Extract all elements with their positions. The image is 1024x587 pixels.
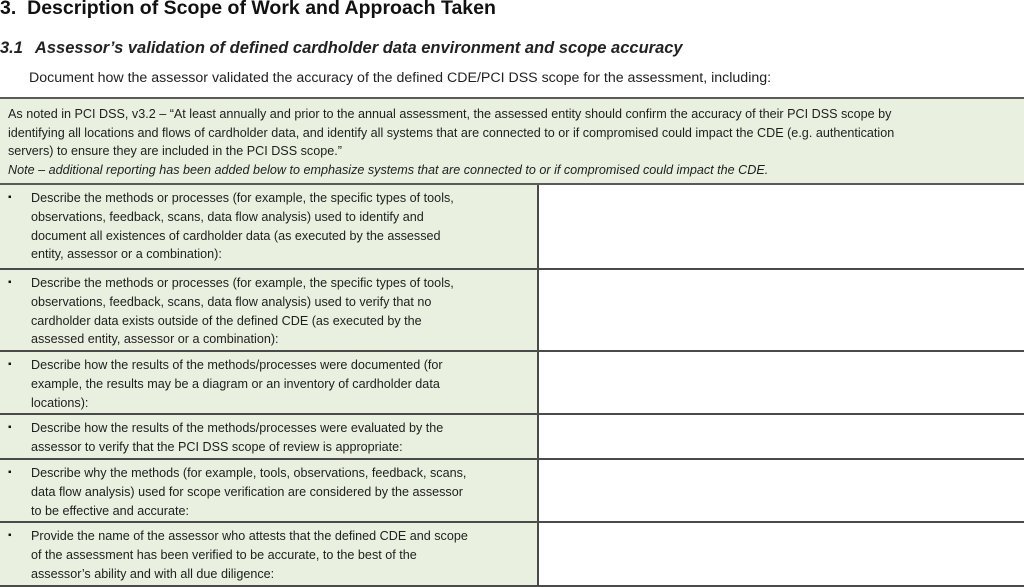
intro-note: Note – additional reporting has been added below to emphasize systems that are connected to or if compromised could impact the CDE. xyxy=(8,162,769,177)
question-line: Describe the methods or processes (for example, the specific types of tools, xyxy=(31,191,454,205)
question-text xyxy=(31,274,529,350)
question-line: example, the results may be a diagram or an inventory of cardholder data xyxy=(31,376,440,391)
table-row xyxy=(0,270,1024,352)
question-line: document all existences of cardholder data (as executed by the assessed xyxy=(31,228,441,243)
answer-cell[interactable] xyxy=(539,352,1024,413)
bullet-icon: ▪ xyxy=(8,467,12,478)
question-cell xyxy=(0,460,539,521)
lead-instruction: Document how the assessor validated the accuracy of the defined CDE/PCI DSS scope for the assessment, including: xyxy=(29,70,772,86)
table-row xyxy=(0,460,1024,523)
section-heading xyxy=(0,0,496,20)
question-line: assessor’s ability and with all due diligence: xyxy=(31,566,275,581)
section-number: 3. xyxy=(0,0,17,19)
answer-cell[interactable] xyxy=(539,185,1024,268)
question-text xyxy=(31,464,529,521)
question-text xyxy=(31,356,529,413)
question-line: of the assessment has been verified to be accurate, to the best of the xyxy=(31,547,417,562)
answer-cell[interactable] xyxy=(539,270,1024,350)
question-line: Describe how the results of the methods/processes were documented (for xyxy=(31,358,443,372)
bullet-icon: ▪ xyxy=(8,277,12,288)
table-row xyxy=(0,185,1024,270)
question-line: observations, feedback, scans, data flow analysis) used to verify that no xyxy=(31,294,432,309)
question-line: locations): xyxy=(31,395,89,410)
answer-cell[interactable] xyxy=(539,460,1024,521)
question-cell xyxy=(0,270,539,350)
bullet-icon: ▪ xyxy=(8,192,12,203)
question-cell xyxy=(0,352,539,413)
question-text xyxy=(31,419,529,458)
question-line: assessor to verify that the PCI DSS scope of review is appropriate: xyxy=(31,439,403,454)
question-line: observations, feedback, scans, data flow analysis) used to identify and xyxy=(31,209,424,224)
bullet-icon: ▪ xyxy=(8,530,12,541)
bullet-icon: ▪ xyxy=(8,359,12,370)
question-line: Provide the name of the assessor who attests that the defined CDE and scope xyxy=(31,529,468,543)
question-line: entity, assessor or a combination): xyxy=(31,247,222,262)
table-row xyxy=(0,415,1024,460)
subsection-heading xyxy=(0,39,683,58)
intro-quote-line: identifying all locations and flows of cardholder data, and identify all systems that are connected to or if compromised could impact the CDE (e.g. authentication xyxy=(8,125,895,140)
question-line: Describe why the methods (for example, tools, observations, feedback, scans, xyxy=(31,466,467,480)
question-cell xyxy=(0,185,539,268)
question-text xyxy=(31,189,529,268)
answer-cell[interactable] xyxy=(539,415,1024,458)
question-line: to be effective and accurate: xyxy=(31,503,189,518)
question-line: assessed entity, assessor or a combination): xyxy=(31,332,279,347)
question-cell xyxy=(0,415,539,458)
question-line: Describe the methods or processes (for example, the specific types of tools, xyxy=(31,276,454,290)
question-line: data flow analysis) used for scope verification are considered by the assessor xyxy=(31,484,463,499)
intro-quote-line: servers) to ensure they are included in the PCI DSS scope.” xyxy=(8,144,342,158)
scope-validation-table xyxy=(0,97,1024,587)
answer-cell[interactable] xyxy=(539,523,1024,585)
question-text xyxy=(31,527,529,585)
intro-quote-line: As noted in PCI DSS, v3.2 – “At least annually and prior to the annual assessment, the assessed entity should confirm the accuracy of their PCI DSS scope by xyxy=(8,107,892,121)
subsection-number: 3.1 xyxy=(0,39,23,57)
question-line: Describe how the results of the methods/processes were evaluated by the xyxy=(31,421,444,435)
table-row xyxy=(0,352,1024,415)
table-row xyxy=(0,523,1024,587)
question-line: cardholder data exists outside of the defined CDE (as executed by the xyxy=(31,313,422,328)
subsection-title: Assessor’s validation of defined cardholder data environment and scope accuracy xyxy=(34,39,683,57)
section-title: Description of Scope of Work and Approach Taken xyxy=(27,0,496,19)
question-cell xyxy=(0,523,539,585)
intro-block xyxy=(0,99,1024,185)
bullet-icon: ▪ xyxy=(8,422,12,433)
